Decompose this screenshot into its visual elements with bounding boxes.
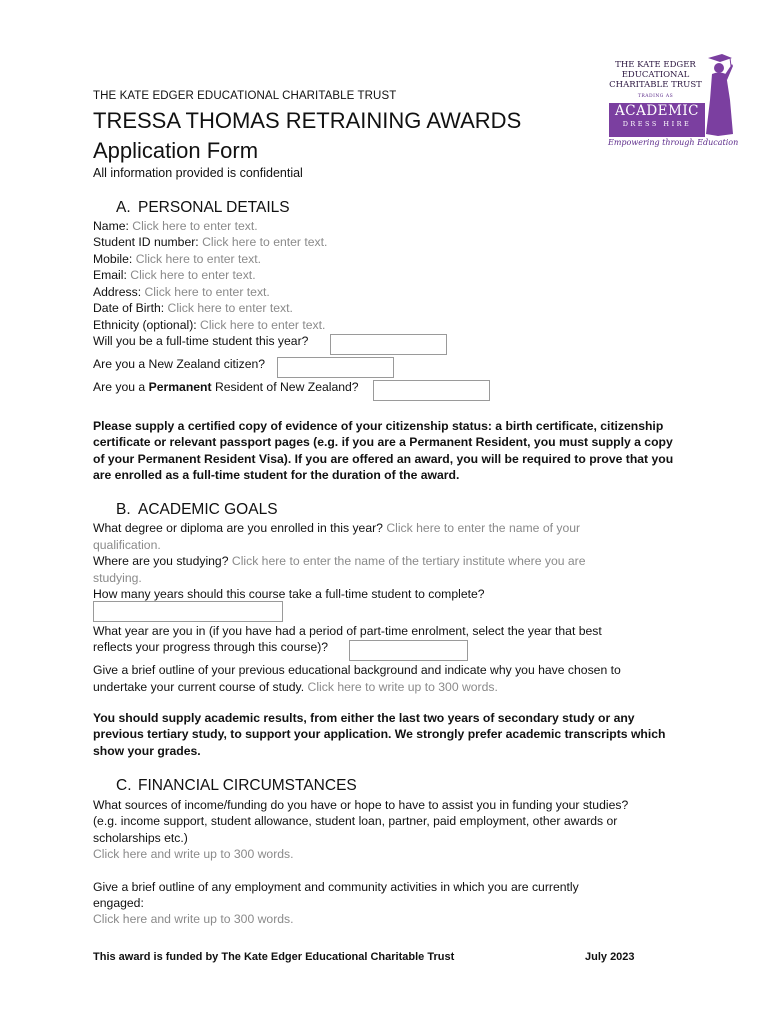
student-id-label: Student ID number: (93, 235, 199, 249)
section-c-letter: C. (116, 777, 132, 794)
logo-tagline: Empowering through Education (608, 138, 739, 147)
trust-name: THE KATE EDGER EDUCATIONAL CHARITABLE TRUST (93, 90, 397, 102)
section-a-heading (116, 199, 290, 217)
q-degree-label: What degree or diploma are you enrolled in this year? (93, 521, 383, 535)
ethnicity-label: Ethnicity (optional): (93, 318, 197, 332)
graduate-figure-icon (702, 54, 734, 138)
fulltime-dropdown[interactable] (330, 334, 447, 355)
q-where-label: Where are you studying? (93, 554, 229, 568)
q-where (93, 553, 586, 570)
q-years-label: How many years should this course take a full-time student to complete? (93, 587, 485, 601)
ethnicity-input[interactable]: Click here to enter text. (200, 318, 326, 332)
q-fulltime-label: Will you be a full-time student this year? (93, 334, 309, 348)
section-b-heading (116, 501, 278, 519)
footer-funded: This award is funded by The Kate Edger Educational Charitable Trust (93, 951, 455, 963)
name-label: Name: (93, 219, 129, 233)
logo-line-2: EDUCATIONAL (621, 70, 690, 80)
email-input[interactable]: Click here to enter text. (130, 268, 256, 282)
dob-input[interactable]: Click here to enter text. (167, 301, 293, 315)
logo-academic: ACADEMIC (615, 103, 699, 119)
section-a-title: PERSONAL DETAILS (138, 199, 290, 216)
title-line-2: Application Form (93, 138, 259, 163)
field-ethnicity (93, 317, 325, 334)
field-address (93, 284, 270, 301)
employment-input[interactable]: Click here and write up to 300 words. (93, 912, 294, 926)
confidential-note: All information provided is confidential (93, 166, 303, 180)
q-employ-label-1: Give a brief outline of any employment and community activities in which you are currently (93, 880, 579, 894)
address-input[interactable]: Click here to enter text. (144, 285, 270, 299)
academic-dress-hire-logo (603, 54, 739, 150)
academic-results-note: You should supply academic results, from either the last two years of secondary study or any previous tertiary study, to support your application. We strongly prefer academic transcripts which show your grades. (93, 711, 666, 758)
dob-label: Date of Birth: (93, 301, 165, 315)
citizen-dropdown[interactable] (277, 357, 394, 378)
field-name (93, 218, 258, 235)
q-income-label-3: scholarships etc.) (93, 831, 188, 845)
q-employ-label-2: engaged: (93, 896, 144, 910)
q-resident-bold: Permanent (148, 380, 212, 394)
citizenship-evidence-note: Please supply a certified copy of evidence of your citizenship status: a birth certificate, citizenship certificate or relevant passport pages (e.g. if you are a Permanent Resident, you must supply a copy of your Permanent Resident Visa). If you are offered an award, you will be required to prove that you are enrolled as a full-time student for the duration of the award. (93, 419, 674, 483)
mobile-label: Mobile: (93, 252, 133, 266)
page-title (93, 106, 521, 166)
current-year-dropdown[interactable] (349, 640, 468, 661)
section-c-heading (116, 777, 357, 795)
footer-date: July 2023 (585, 951, 635, 963)
name-input[interactable]: Click here to enter text. (132, 219, 258, 233)
student-id-input[interactable]: Click here to enter text. (202, 235, 328, 249)
logo-dress-hire: DRESS HIRE (622, 120, 692, 128)
section-c-title: FINANCIAL CIRCUMSTANCES (138, 777, 357, 794)
field-dob (93, 300, 293, 317)
title-line-1: TRESSA THOMAS RETRAINING AWARDS (93, 108, 522, 133)
where-input-cont[interactable]: studying. (93, 571, 142, 585)
resident-dropdown[interactable] (373, 380, 490, 401)
degree-input-cont[interactable]: qualification. (93, 538, 161, 552)
logo-line-1: THE KATE EDGER (615, 60, 696, 70)
section-b-letter: B. (116, 501, 131, 518)
section-a-letter: A. (116, 199, 131, 216)
q-resident-post: Resident of New Zealand? (211, 380, 359, 394)
field-student-id (93, 234, 327, 251)
q-resident-label (93, 379, 359, 396)
q-degree (93, 520, 580, 537)
q-year-label-1: What year are you in (if you have had a period of part-time enrolment, select the year that best (93, 624, 602, 638)
q-outline-label-2: undertake your current course of study. (93, 680, 305, 694)
logo-trading-as: TRADING AS (637, 94, 674, 99)
income-input[interactable]: Click here and write up to 300 words. (93, 847, 294, 861)
section-b-title: ACADEMIC GOALS (138, 501, 278, 518)
q-income-label-1: What sources of income/funding do you have or hope to have to assist you in funding your studies? (93, 798, 629, 812)
logo-line-3: CHARITABLE TRUST (609, 80, 702, 90)
outline-input[interactable]: Click here to write up to 300 words. (307, 680, 498, 694)
where-input[interactable]: Click here to enter the name of the tertiary institute where you are (231, 554, 586, 568)
q-year-label-2: reflects your progress through this course)? (93, 640, 329, 654)
q-resident-pre: Are you a (93, 380, 149, 394)
mobile-input[interactable]: Click here to enter text. (135, 252, 262, 266)
years-input[interactable] (93, 601, 283, 622)
field-email (93, 267, 256, 284)
q-citizen-label: Are you a New Zealand citizen? (93, 357, 266, 371)
logo-banner (609, 103, 705, 137)
address-label: Address: (93, 285, 142, 299)
degree-input[interactable]: Click here to enter the name of your (386, 521, 581, 535)
q-outline-label-1: Give a brief outline of your previous educational background and indicate why you have chosen to (93, 663, 621, 677)
q-outline (93, 679, 498, 696)
field-mobile (93, 251, 261, 268)
q-income-label-2: (e.g. income support, student allowance, student loan, partner, paid employment, other awards or (93, 814, 618, 828)
email-label: Email: (93, 268, 127, 282)
